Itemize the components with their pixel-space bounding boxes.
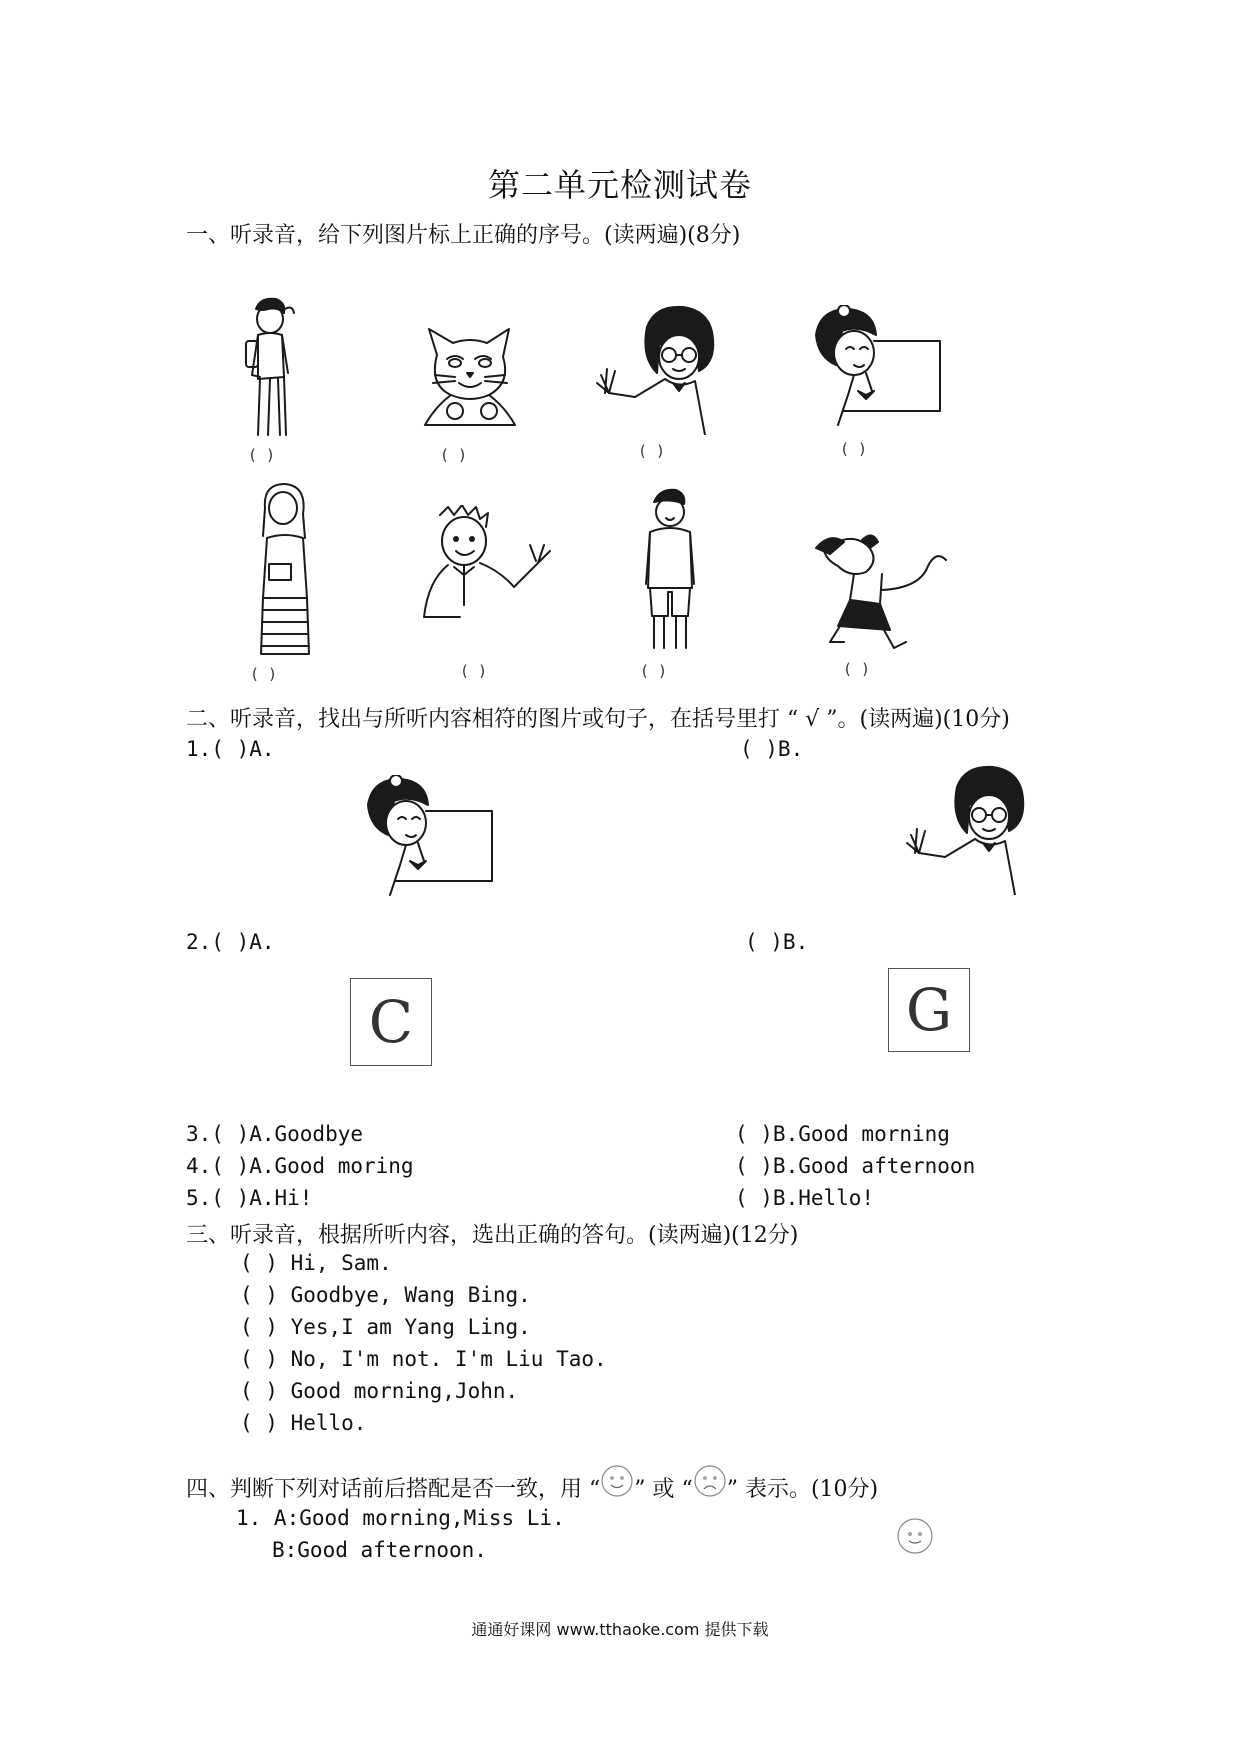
answer-item[interactable]: ( ) Good morning,John. (240, 1379, 519, 1403)
answer-item[interactable]: ( ) Hi, Sam. (240, 1251, 392, 1275)
section2-heading: 二、听录音，找出与所听内容相符的图片或句子，在括号里打 “ √ ”。(读两遍)(10分) (186, 707, 1010, 732)
girl-with-ponytail-icon (808, 305, 943, 435)
woman-teacher-icon (245, 478, 325, 658)
section4-heading (186, 1470, 878, 1504)
mouse-icon (810, 530, 950, 655)
section3-heading: 三、听录音，根据所听内容，选出正确的答句。(读两遍)(12分) (186, 1223, 799, 1248)
q3-option-b[interactable]: ( )B.Good morning (735, 1122, 950, 1146)
section4-heading-part1: 四、判断下列对话前后搭配是否一致，用 “ (186, 1476, 601, 1502)
page-title: 第二单元检测试卷 (487, 166, 752, 204)
q1-option-b[interactable]: ( )B. (740, 737, 804, 761)
cat-icon (415, 325, 525, 430)
q3-option-a[interactable]: 3.( )A.Goodbye (186, 1122, 364, 1146)
section1-heading: 一、听录音，给下列图片标上正确的序号。(读两遍)(8分) (186, 223, 741, 248)
q5-option-b[interactable]: ( )B.Hello! (735, 1186, 875, 1210)
picture-blank-4[interactable]: ( ) (840, 440, 868, 458)
answer-item[interactable]: ( ) Goodbye, Wang Bing. (240, 1283, 531, 1307)
picture-blank-3[interactable]: ( ) (638, 442, 666, 460)
girl-with-ponytail-icon (360, 775, 495, 905)
boy-with-backpack-icon (238, 295, 308, 440)
picture-blank-7[interactable]: ( ) (640, 662, 668, 680)
boy-standing-icon (640, 488, 700, 653)
girl-with-glasses-waving-icon (595, 305, 750, 435)
picture-blank-1[interactable]: ( ) (248, 446, 276, 464)
q4-option-b[interactable]: ( )B.Good afternoon (735, 1154, 976, 1178)
picture-blank-5[interactable]: ( ) (250, 665, 278, 683)
q4-option-a[interactable]: 4.( )A.Good moring (186, 1154, 414, 1178)
girl-with-glasses-waving-icon (905, 765, 1060, 895)
q2-option-b[interactable]: ( )B. (745, 930, 809, 954)
answer-item[interactable]: ( ) Yes,I am Yang Ling. (240, 1315, 531, 1339)
smiley-face-icon (600, 1464, 634, 1498)
letter-card-g: G (888, 968, 970, 1052)
footer-text: 通通好课网 www.tthaoke.com 提供下载 (471, 1620, 769, 1639)
answer-item[interactable]: ( ) No, I'm not. I'm Liu Tao. (240, 1347, 607, 1371)
q1-option-a[interactable]: 1.( )A. (186, 737, 275, 761)
dialogue-1-line-a: 1. A:Good morning,Miss Li. (236, 1506, 565, 1530)
picture-blank-6[interactable]: ( ) (460, 662, 488, 680)
answer-item[interactable]: ( ) Hello. (240, 1411, 367, 1435)
picture-blank-8[interactable]: ( ) (843, 660, 871, 678)
sad-face-icon (693, 1464, 727, 1498)
smiley-face-icon (895, 1516, 935, 1556)
section4-heading-part2: ” 或 “ (634, 1476, 693, 1502)
picture-blank-2[interactable]: ( ) (440, 446, 468, 464)
section4-heading-part3: ” 表示。(10分) (726, 1476, 879, 1502)
boy-waving-icon (418, 505, 553, 645)
dialogue-1-line-b: B:Good afternoon. (272, 1538, 487, 1562)
letter-card-c: C (350, 978, 432, 1066)
q5-option-a[interactable]: 5.( )A.Hi! (186, 1186, 313, 1210)
q2-option-a[interactable]: 2.( )A. (186, 930, 275, 954)
